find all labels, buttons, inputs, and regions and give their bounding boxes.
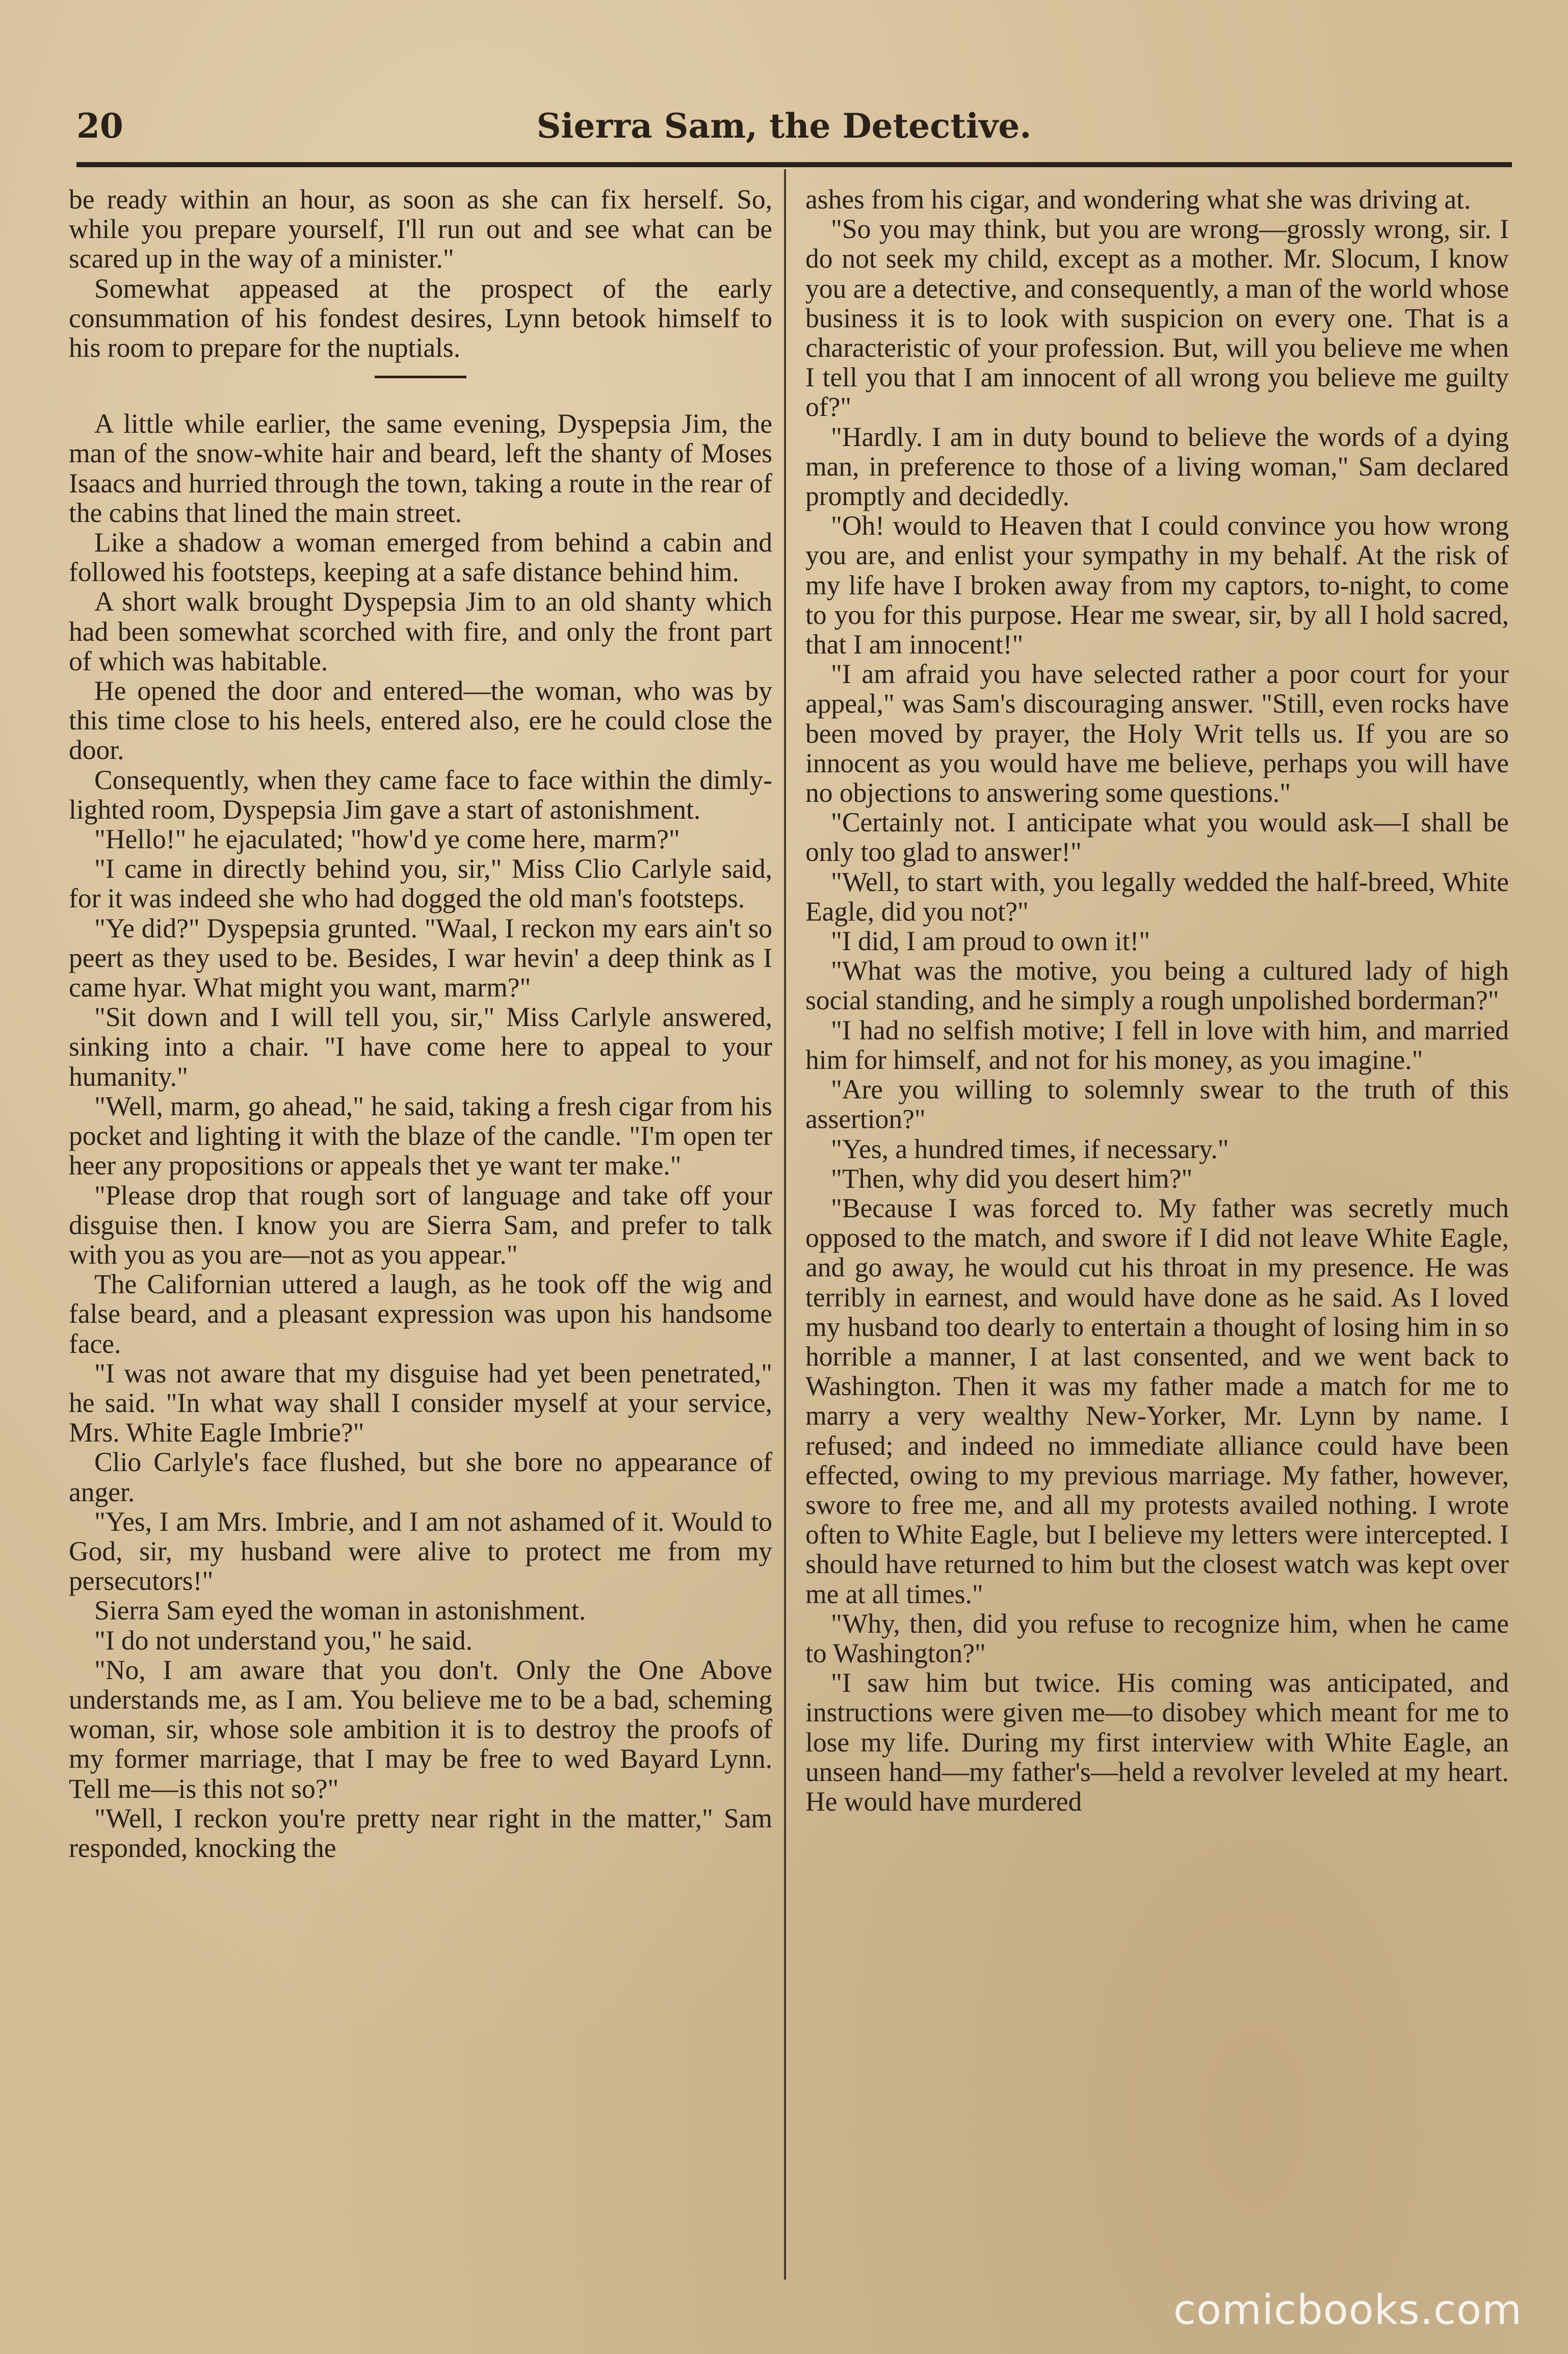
paragraph: "I saw him but twice. His coming was anticipated, and instructions were given me—to disobey which meant for me to lose my life. During my first interview with White Eagle, an unseen hand—my father's—held a revolver leveled at my heart. He would have murdered — [805, 1667, 1509, 1817]
paragraph: be ready within an hour, as soon as she can fix herself. So, while you prepare yourself, I'll run out and see what can be scared up in the way of a minister." — [69, 184, 772, 274]
paragraph: Consequently, when they came face to face within the dimly-lighted room, Dyspepsia Jim gave a start of astonishment. — [69, 764, 772, 825]
header-rule — [76, 162, 1512, 167]
column-divider — [784, 169, 786, 2280]
paragraph: Like a shadow a woman emerged from behind a cabin and followed his footsteps, keeping at a safe distance behind him. — [69, 527, 772, 588]
paragraph: "Are you willing to solemnly swear to the truth of this assertion?" — [805, 1074, 1509, 1135]
paragraph: A little while earlier, the same evening, Dyspepsia Jim, the man of the snow-white hair and beard, left the shanty of Moses Isaacs and hurried through the town, taking a route in the rear of the cabins that lined the main street. — [69, 408, 772, 528]
paragraph: ashes from his cigar, and wondering what she was driving at. — [805, 184, 1471, 215]
paragraph: Sierra Sam eyed the woman in astonishment. — [94, 1595, 586, 1626]
running-title: Sierra Sam, the Detective. — [536, 106, 1032, 146]
paragraph: "I was not aware that my disguise had yet been penetrated," he said. "In what way shall I consider myself at your service, Mrs. White Eagle Imbrie?" — [69, 1357, 772, 1448]
paragraph: "Sit down and I will tell you, sir," Miss Carlyle answered, sinking into a chair. "I have come here to appeal to your humanity." — [69, 1002, 772, 1092]
page-header — [76, 98, 1492, 154]
paragraph: "I am afraid you have selected rather a poor court for your appeal," was Sam's discouraging answer. "Still, even rocks have been moved by prayer, the Holy Writ tells us. If you are so innocent as you would have me believe, perhaps you will have no objections to answering some questions." — [805, 659, 1509, 808]
right-column — [805, 185, 1509, 1816]
paragraph: "Why, then, did you refuse to recognize him, when he came to Washington?" — [805, 1608, 1509, 1668]
paragraph: "Hardly. I am in duty bound to believe the words of a dying man, in preference to those of a living woman," Sam declared promptly and decidedly. — [805, 421, 1509, 512]
paragraph: "Well, to start with, you legally wedded the half-breed, White Eagle, did you not?" — [805, 866, 1509, 927]
paragraph: A short walk brought Dyspepsia Jim to an old shanty which had been somewhat scorched with fire, and only the front part of which was habitable. — [69, 586, 772, 676]
paragraph: "Certainly not. I anticipate what you would ask—I shall be only too glad to answer!" — [805, 807, 1509, 868]
section-break-rule — [375, 376, 466, 378]
paragraph: "Well, I reckon you're pretty near right in the matter," Sam responded, knocking the — [69, 1802, 772, 1863]
paragraph: "Well, marm, go ahead," he said, taking a fresh cigar from his pocket and lighting it with the blaze of the candle. "I'm open ter heer any propositions or appeals thet ye want ter make." — [69, 1090, 772, 1181]
paragraph: "Then, why did you desert him?" — [831, 1163, 1193, 1194]
paragraph: Clio Carlyle's face flushed, but she bore no appearance of anger. — [69, 1447, 772, 1507]
paragraph: "No, I am aware that you don't. Only the One Above understands me, as I am. You believe me to be a bad, scheming woman, sir, whose sole ambition it is to destroy the proofs of my former marriage, that I may be free to wed Bayard Lynn. Tell me—is this not so?" — [69, 1654, 772, 1804]
paragraph: "Yes, I am Mrs. Imbrie, and I am not ashamed of it. Would to God, sir, my husband were alive to protect me from my persecutors!" — [69, 1506, 772, 1597]
paragraph: The Californian uttered a laugh, as he took off the wig and false beard, and a pleasant expression was upon his handsome face. — [69, 1269, 772, 1359]
paragraph: "I had no selfish motive; I fell in love with him, and married him for himself, and not for his money, as you imagine." — [805, 1014, 1509, 1075]
paragraph: "What was the motive, you being a cultured lady of high social standing, and he simply a rough unpolished borderman?" — [805, 955, 1509, 1016]
paragraph: "I came in directly behind you, sir," Miss Clio Carlyle said, for it was indeed she who had dogged the old man's footsteps. — [69, 853, 772, 914]
paragraph: "Yes, a hundred times, if necessary." — [831, 1133, 1229, 1164]
paragraph: "So you may think, but you are wrong—grossly wrong, sir. I do not seek my child, except as a mother. Mr. Slocum, I know you are a detective, and consequently, a man of the world whose business it is to look with suspicion on every one. That is a characteristic of your profession. But, will you believe me when I tell you that I am innocent of all wrong you believe me guilty of?" — [805, 214, 1509, 423]
paragraph: "Hello!" he ejaculated; "how'd ye come here, marm?" — [94, 824, 680, 855]
paragraph: "Ye did?" Dyspepsia grunted. "Waal, I reckon my ears ain't so peert as they used to be. Besides, I war hevin' a deep think as I came hyar. What might you want, marm?" — [69, 912, 772, 1003]
paragraph: Somewhat appeased at the prospect of the early consummation of his fondest desires, Lynn betook himself to his room to prepare for the nuptials. — [69, 273, 772, 363]
page-number: 20 — [76, 106, 123, 146]
watermark: comicbooks.com — [1173, 2286, 1522, 2334]
paragraph: "I did, I am proud to own it!" — [831, 926, 1151, 957]
paragraph: "Please drop that rough sort of language and take off your disguise then. I know you are Sierra Sam, and prefer to talk with you as you are—not as you appear." — [69, 1180, 772, 1270]
paragraph: "Because I was forced to. My father was secretly much opposed to the match, and swore if I did not leave White Eagle, and go away, he would cut his throat in my presence. He was terribly in earnest, and would have done as he said. As I loved my husband too dearly to entertain a thought of losing him in so horrible a manner, I at last consented, and we went back to Washington. Then it was my father made a match for me to marry a very wealthy New-Yorker, Mr. Lynn by name. I refused; and indeed no immediate alliance could have been effected, owing to my previous marriage. My father, however, swore to free me, and all my protests availed nothing. I wrote often to White Eagle, but I believe my letters were intercepted. I should have returned to him but the closest watch was kept over me at all times." — [805, 1192, 1509, 1609]
paragraph: "Oh! would to Heaven that I could convince you how wrong you are, and enlist your sympathy in my behalf. At the risk of my life have I broken away from my captors, to-night, to come to you for this purpose. Hear me swear, sir, by all I hold sacred, that I am innocent!" — [805, 510, 1509, 660]
paragraph: "I do not understand you," he said. — [94, 1625, 473, 1656]
paragraph: He opened the door and entered—the woman, who was by this time close to his heels, entered also, ere he could close the door. — [69, 675, 772, 766]
left-column — [69, 185, 772, 1863]
